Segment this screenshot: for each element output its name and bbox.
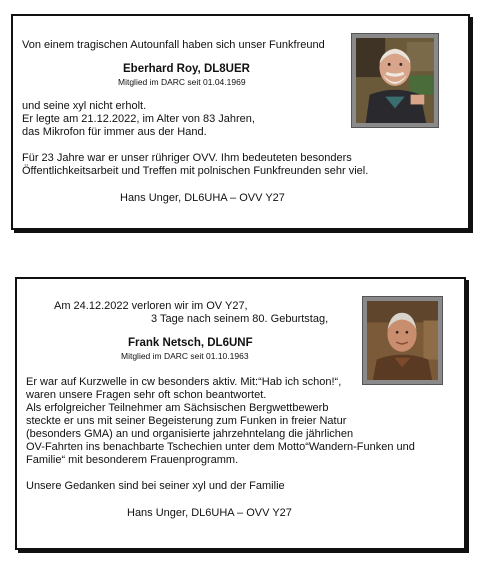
portrait-image xyxy=(356,38,434,123)
obituary-name: Eberhard Roy, DL8UER xyxy=(123,63,250,75)
portrait-photo-frank-netsch xyxy=(362,296,443,385)
obituary-body-line: steckte er uns mit seiner Begeisterung zum Funken in freier Natur xyxy=(26,415,347,427)
obituary-signature: Hans Unger, DL6UHA – OVV Y27 xyxy=(120,192,285,204)
obituary-card-frank-netsch xyxy=(15,277,466,550)
obituary-body-line: OV-Fahrten ins benachbarte Tschechien unter dem Motto“Wandern-Funken und xyxy=(26,441,415,453)
obituary-name: Frank Netsch, DL6UNF xyxy=(128,337,253,349)
obituary-body-line: Für 23 Jahre war er unser rühriger OVV. Ihm bedeuteten besonders xyxy=(22,152,352,164)
obituary-body-line: Er war auf Kurzwelle in cw besonders aktiv. Mit:“Hab ich schon!“, xyxy=(26,376,342,388)
obituary-body-line: Öffentlichkeitsarbeit und Treffen mit polnischen Funkfreunden sehr viel. xyxy=(22,165,369,177)
obituary-body-line: Unsere Gedanken sind bei seiner xyl und der Familie xyxy=(26,480,285,492)
obituary-intro-line: 3 Tage nach seinem 80. Geburtstag, xyxy=(151,313,329,325)
obituary-member-since: Mitglied im DARC seit 01.10.1963 xyxy=(121,351,249,361)
portrait-photo-eberhard-roy xyxy=(351,33,439,128)
obituary-body-line: (besonders GMA) an und organisierte jahrzehntelang die jährlichen xyxy=(26,428,354,440)
portrait-image xyxy=(367,301,438,380)
obituary-body-line: und seine xyl nicht erholt. xyxy=(22,100,147,112)
obituary-body-line: Familie“ mit besonderem Frauenprogramm. xyxy=(26,454,239,466)
obituary-intro: Von einem tragischen Autounfall haben sich unser Funkfreund xyxy=(22,39,325,51)
obituary-body-line: das Mikrofon für immer aus der Hand. xyxy=(22,126,207,138)
obituary-body-line: waren unsere Fragen sehr oft schon beantwortet. xyxy=(26,389,267,401)
obituary-body-line: Als erfolgreicher Teilnehmer am Sächsischen Bergwettbewerb xyxy=(26,402,329,414)
obituary-body-line: Er legte am 21.12.2022, im Alter von 83 Jahren, xyxy=(22,113,255,125)
obituary-card-eberhard-roy xyxy=(11,14,470,230)
obituary-intro-line: Am 24.12.2022 verloren wir im OV Y27, xyxy=(54,300,248,312)
obituary-signature: Hans Unger, DL6UHA – OVV Y27 xyxy=(127,507,292,519)
obituary-member-since: Mitglied im DARC seit 01.04.1969 xyxy=(118,77,246,87)
